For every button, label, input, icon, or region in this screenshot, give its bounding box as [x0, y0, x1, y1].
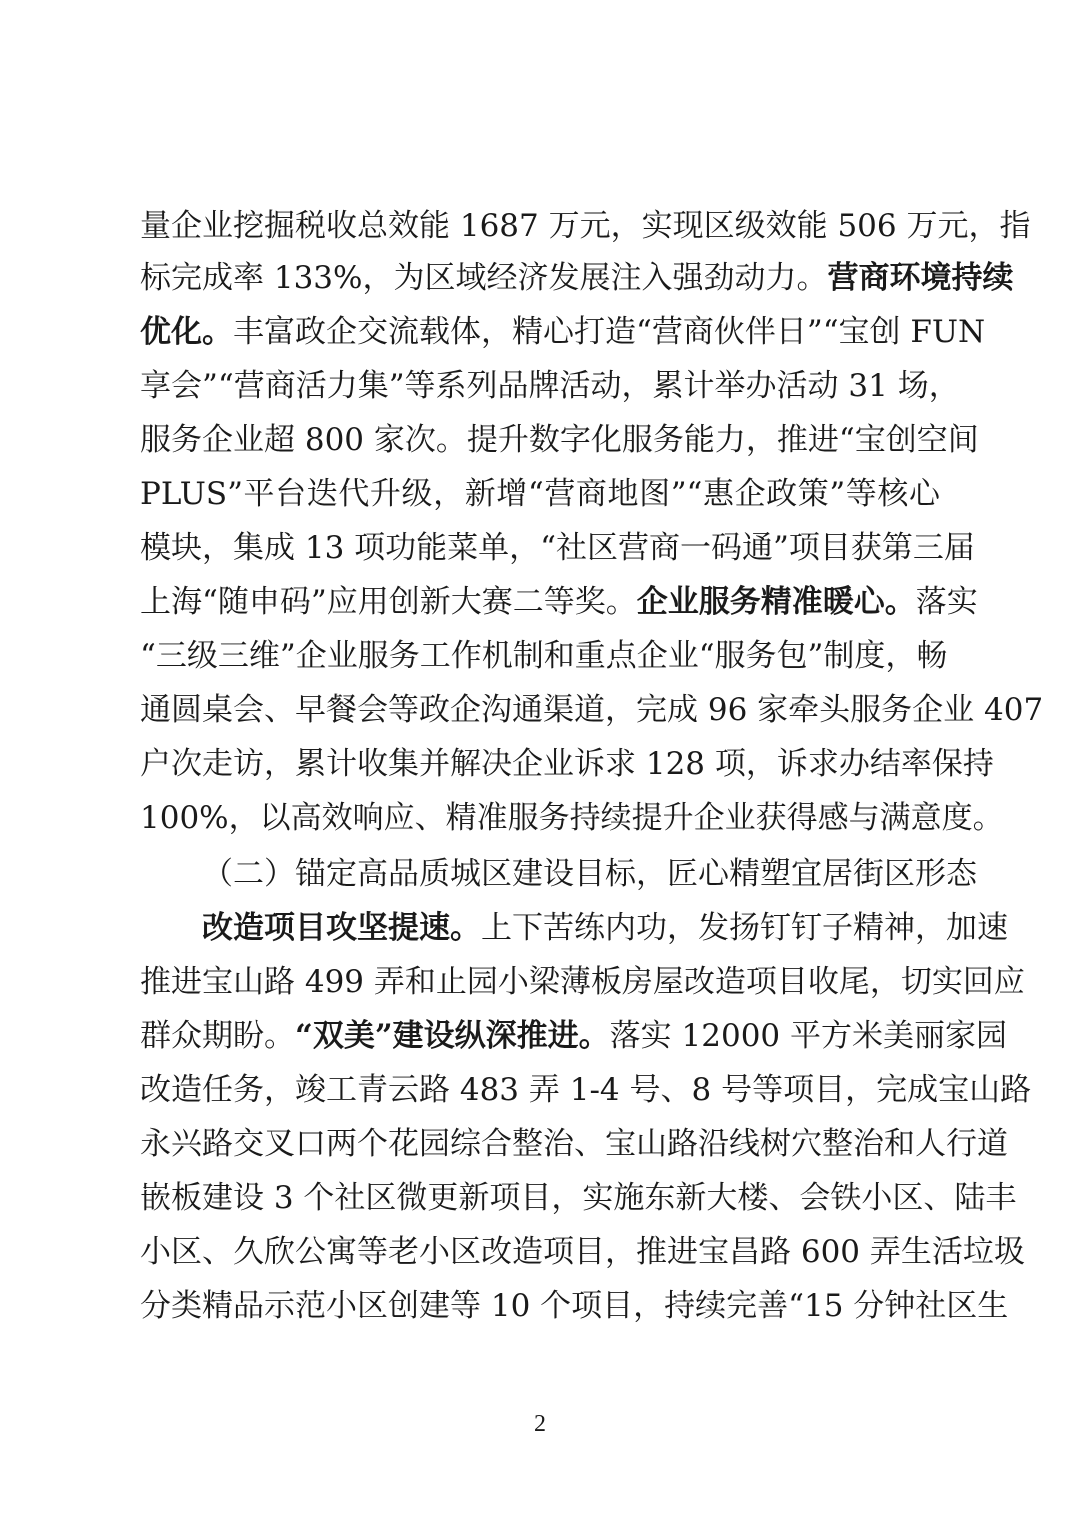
body-line: 量企业挖掘税收总效能 1687 万元，实现区级效能 506 万元，指: [140, 208, 1031, 244]
body-line: 推进宝山路 499 弄和止园小梁薄板房屋改造项目收尾，切实回应: [140, 964, 1025, 1000]
bold-phrase: 优化。: [140, 314, 233, 350]
body-line: 服务企业超 800 家次。提升数字化服务能力，推进“宝创空间: [140, 422, 979, 458]
body-line: 优化。丰富政企交流载体，精心打造“营商伙伴日”“宝创 FUN: [140, 314, 986, 350]
body-line: 户次走访，累计收集并解决企业诉求 128 项，诉求办结率保持: [140, 746, 994, 782]
body-line: 群众期盼。“双美”建设纵深推进。落实 12000 平方米美丽家园: [140, 1018, 1007, 1054]
body-line: 享会”“营商活力集”等系列品牌活动，累计举办活动 31 场，: [140, 368, 960, 404]
body-line: 改造任务，竣工青云路 483 弄 1-4 号、8 号等项目，完成宝山路: [140, 1072, 1032, 1108]
body-line: “三级三维”企业服务工作机制和重点企业“服务包”制度，畅: [140, 638, 948, 674]
paragraph-end-line: 100%，以高效响应、精准服务持续提升企业获得感与满意度。: [140, 800, 1004, 836]
body-line: 嵌板建设 3 个社区微更新项目，实施东新大楼、会铁小区、陆丰: [140, 1180, 1017, 1216]
body-line: 标完成率 133%，为区域经济发展注入强劲动力。营商环境持续: [140, 260, 1014, 296]
body-line: 模块，集成 13 项功能菜单，“社区营商一码通”项目获第三届: [140, 530, 975, 566]
section-heading: （二）锚定高品质城区建设目标，匠心精塑宜居街区形态: [202, 856, 977, 892]
body-line: PLUS”平台迭代升级，新增“营商地图”“惠企政策”等核心: [140, 476, 940, 512]
body-line: 永兴路交叉口两个花园综合整治、宝山路沿线树穴整治和人行道: [140, 1126, 1008, 1162]
bold-phrase: 企业服务精准暖心。: [636, 584, 916, 620]
body-line: 小区、久欣公寓等老小区改造项目，推进宝昌路 600 弄生活垃圾: [140, 1234, 1025, 1270]
body-line: 通圆桌会、早餐会等政企沟通渠道，完成 96 家牵头服务企业 407: [140, 692, 1044, 728]
bold-phrase: 改造项目攻坚提速。: [202, 910, 481, 946]
bold-phrase: 营商环境持续: [827, 260, 1014, 296]
bold-phrase: “双美”建设纵深推进。: [295, 1018, 610, 1054]
body-line: 分类精品示范小区创建等 10 个项目，持续完善“15 分钟社区生: [140, 1288, 1009, 1324]
paragraph-first-line: 改造项目攻坚提速。上下苦练内功，发扬钉钉子精神，加速: [202, 910, 1008, 946]
body-line: 上海“随申码”应用创新大赛二等奖。企业服务精准暖心。落实: [140, 584, 978, 620]
page-number: 2: [534, 1411, 546, 1437]
